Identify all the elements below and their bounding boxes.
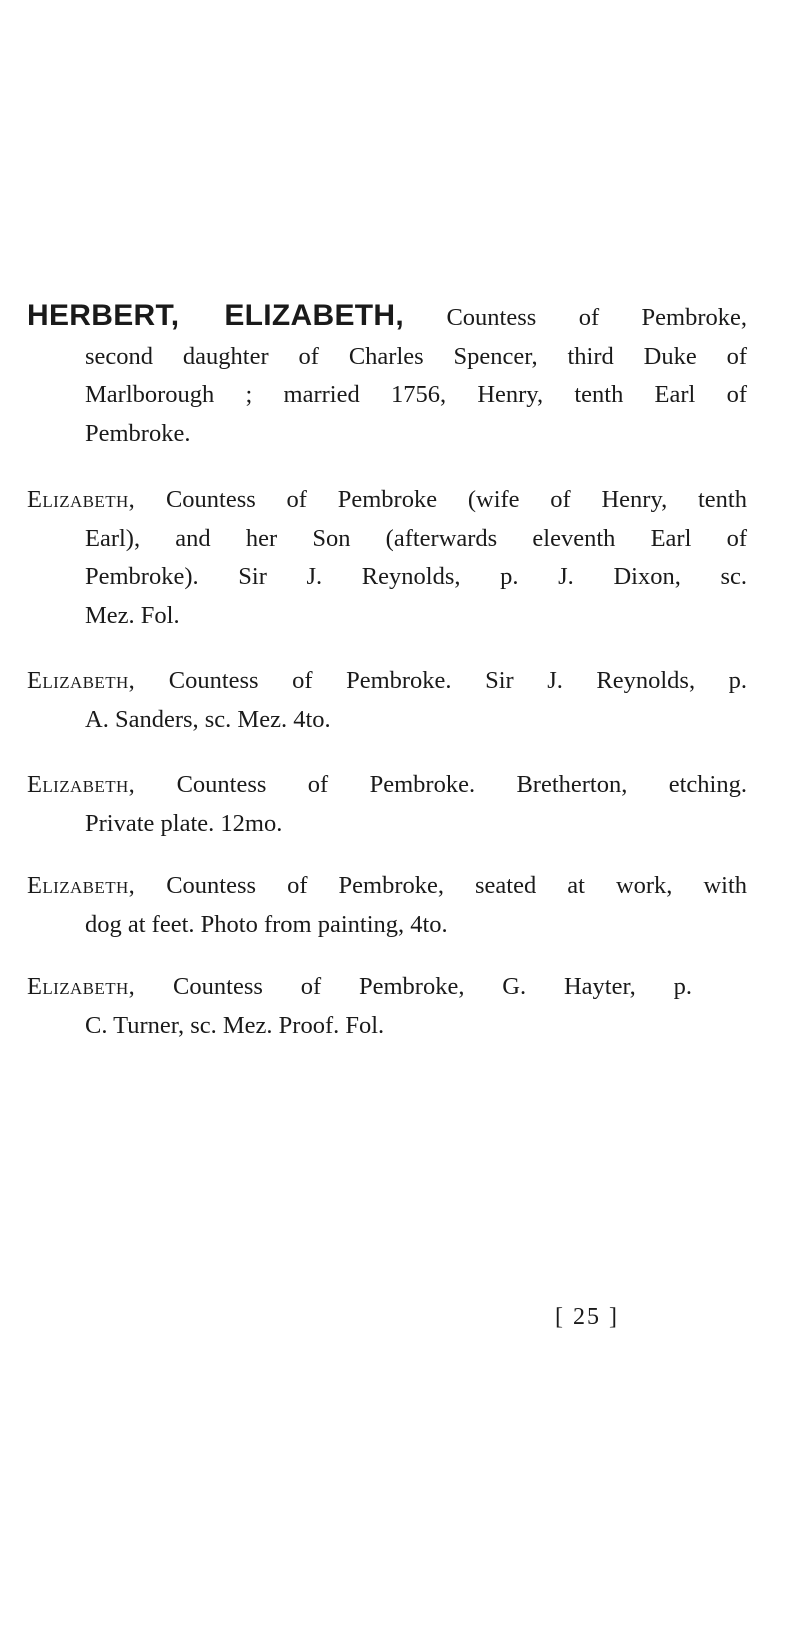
entry-name: Elizabeth, (27, 771, 136, 798)
entry-name: Elizabeth, (27, 872, 136, 899)
entry-name: Elizabeth, (27, 667, 136, 694)
entry-text-line: A. Sanders, sc. Mez. 4to. (85, 705, 331, 733)
entry-text-line: Countess of Pembroke, (446, 304, 747, 331)
catalog-entry (27, 481, 747, 635)
entry-text-line: dog at feet. Photo from painting, 4to. (85, 910, 448, 938)
catalog-entry (27, 662, 747, 739)
entry-text-line: Pembroke. (85, 419, 191, 447)
entry-text-line: Mez. Fol. (85, 601, 180, 629)
entry-text-line: Countess of Pembroke. Bretherton, etching. (176, 771, 747, 798)
entry-text-line: C. Turner, sc. Mez. Proof. Fol. (85, 1011, 385, 1039)
entry-text-line: Countess of Pembroke (wife of Henry, tenth (165, 486, 747, 513)
entry-text-line: Countess of Pembroke. Sir J. Reynolds, p. (168, 667, 747, 694)
catalog-entry (27, 968, 692, 1045)
entry-name: Elizabeth, (27, 486, 136, 513)
entry-text-line: Private plate. 12mo. (85, 809, 283, 837)
entry-heading: HERBERT, ELIZABETH, (27, 299, 405, 332)
catalog-entry (27, 297, 747, 453)
catalog-entry (27, 867, 747, 944)
entry-text-line: Countess of Pembroke, G. Hayter, p. (173, 973, 693, 1000)
entry-text-line: Pembroke). Sir J. Reynolds, p. J. Dixon, sc. (85, 563, 747, 590)
entry-name: Elizabeth, (27, 973, 136, 1000)
entry-text-line: Marlborough ; married 1756, Henry, tenth Earl of (85, 381, 747, 408)
entry-text-line: Countess of Pembroke, seated at work, with (166, 872, 747, 899)
entry-text-line: Earl), and her Son (afterwards eleventh Earl of (85, 524, 747, 552)
entry-text-line: second daughter of Charles Spencer, third Duke of (85, 342, 747, 370)
catalog-entry (27, 766, 747, 843)
page-number: [ 25 ] (555, 1304, 619, 1330)
